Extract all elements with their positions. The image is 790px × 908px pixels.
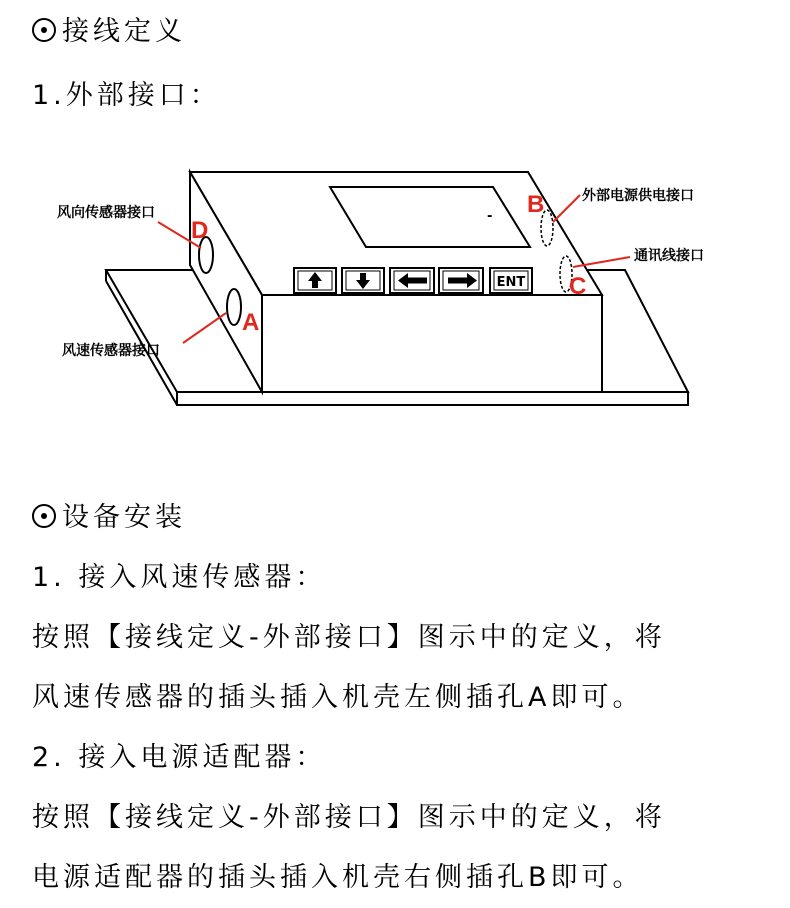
- key-up: [294, 268, 336, 293]
- label-wind-direction: 风向传感器接口: [57, 205, 155, 221]
- key-down: [342, 268, 384, 293]
- port-a-letter: A: [242, 309, 260, 336]
- device-front: [262, 295, 602, 392]
- device-diagram: [0, 150, 790, 410]
- port-c-letter: C: [569, 273, 587, 300]
- circle-dot-icon: [32, 504, 56, 528]
- port-a-hole: [227, 289, 241, 325]
- label-comm: 通讯线接口: [634, 248, 704, 264]
- step2-title: 2. 接入电源适配器：: [32, 742, 327, 773]
- display-text: -: [487, 209, 493, 224]
- port-d-letter: D: [191, 217, 209, 244]
- heading-text: 接线定义: [62, 16, 186, 47]
- key-right: [439, 268, 483, 293]
- step2-line1: 按照【接线定义-外部接口】图示中的定义，将: [32, 802, 666, 833]
- step1-title: 1. 接入风速传感器：: [32, 562, 327, 593]
- leader-b: [553, 195, 580, 222]
- subheading-external-interface: 1.外部接口：: [32, 80, 221, 111]
- key-left: [390, 268, 434, 293]
- label-wind-speed: 风速传感器接口: [62, 343, 160, 359]
- step1-line1: 按照【接线定义-外部接口】图示中的定义，将: [32, 622, 666, 653]
- key-ent-label: ENT: [496, 275, 526, 290]
- heading-text: 设备安装: [62, 502, 186, 533]
- step2-line2: 电源适配器的插头插入机壳右侧插孔B即可。: [32, 862, 644, 893]
- port-b-letter: B: [527, 191, 545, 218]
- label-power: 外部电源供电接口: [582, 188, 694, 204]
- step1-line2: 风速传感器的插头插入机壳左侧插孔A即可。: [32, 682, 644, 713]
- section-heading-installation: [32, 504, 186, 531]
- base-plate-edge: [177, 392, 688, 405]
- key-ent: [490, 268, 532, 293]
- section-heading-wiring: [32, 18, 186, 45]
- circle-dot-icon: [32, 18, 56, 42]
